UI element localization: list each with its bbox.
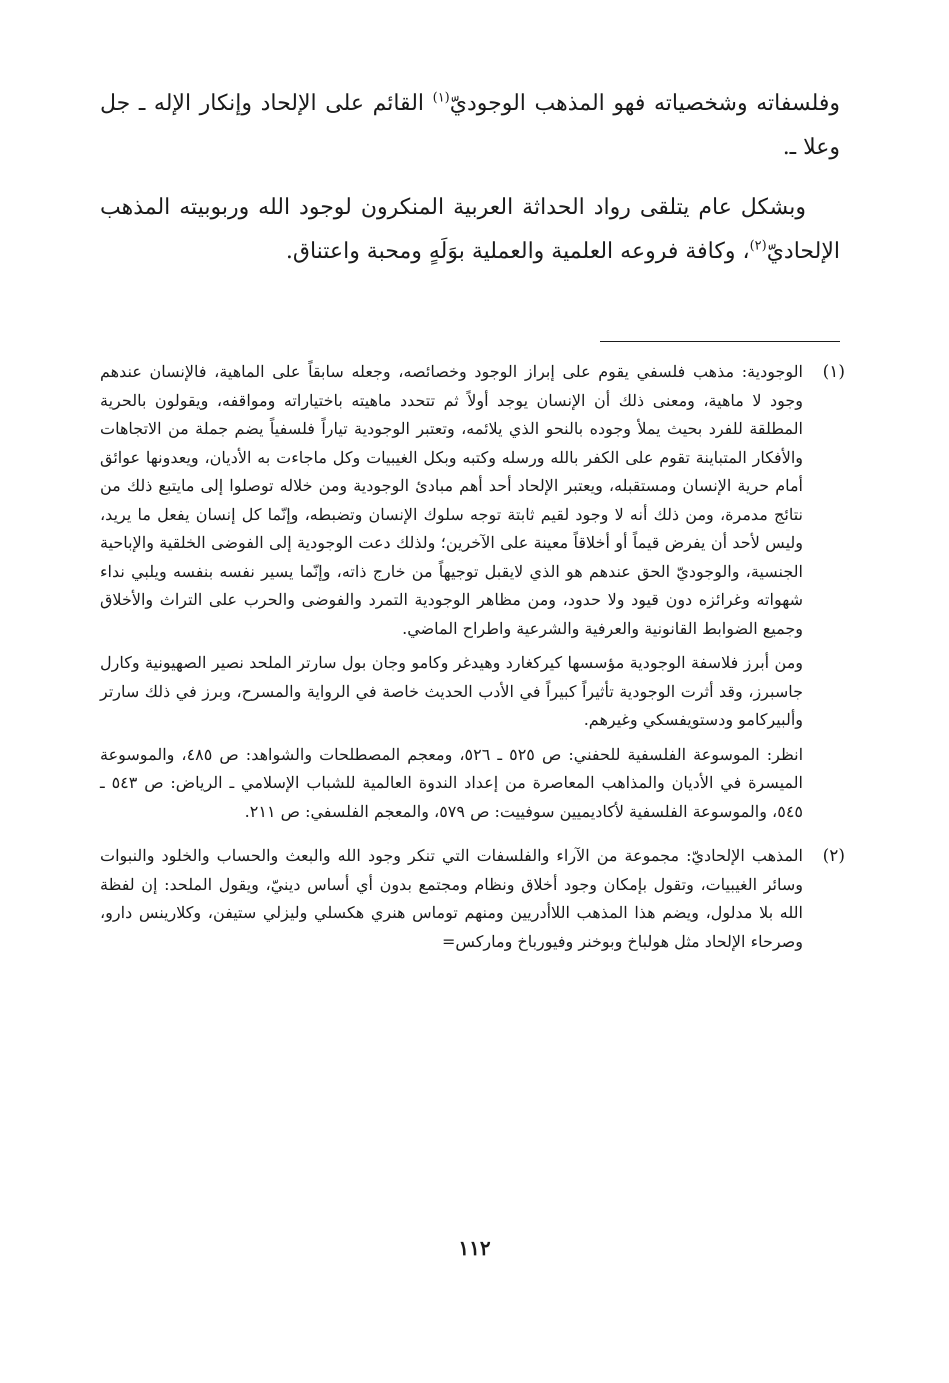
page-number: ١١٢ — [458, 1236, 491, 1260]
footnote-1 — [100, 358, 845, 832]
main-paragraph-2 — [100, 186, 840, 274]
main-text — [100, 82, 840, 290]
main-paragraph-1-text-continued: القائم على الإلحاد وإنكار الإله ـ جل وعلا ـ. — [100, 91, 840, 160]
footnote-1-paragraph-2: ومن أبرز فلاسفة الوجودية مؤسسها كيركغارد وهيدغر وكامو وجان بول سارتر الملحد نصير الصهيونية وكارل جاسبرز، وقد أثرت الوجودية تأثيراً كبيراً في الأدب الحديث خاصة في الرواية والمسرح، وبرز في ذلك سارتر وألبيركامو ودستويفسكي وغيرهم. — [100, 653, 803, 729]
footnote-1-references: انظر: الموسوعة الفلسفية للحفني: ص ٥٢٥ ـ ٥٢٦، ومعجم المصطلحات والشواهد: ص ٤٨٥، والموسوعة الميسرة في الأديان والمذاهب المعاصرة من إعداد الندوة العالمية للشباب الإسلامي ـ الرياض: ص ٥٤٣ ـ ٥٤٥، والموسوعة الفلسفية لأكاديميين سوفييت: ص ٥٧٩، والمعجم الفلسفي: ص ٢١١. — [100, 744, 804, 821]
footnote-2-body — [100, 842, 803, 962]
footnote-2 — [100, 842, 845, 962]
footnote-ref-1[interactable]: (١) — [432, 90, 450, 106]
main-paragraph-2-text: وبشكل عام يتلقى رواد الحداثة العربية المنكرون لوجود الله وربوبيته المذهب الإلحاديّ — [100, 195, 840, 264]
footnote-1-body — [100, 358, 803, 832]
footnote-divider — [600, 341, 840, 342]
main-paragraph-2-text-continued: ، وكافة فروعه العلمية والعملية بوَلَهٍ ومحبة واعتناق. — [285, 239, 750, 264]
footnote-1-number: (١) — [822, 362, 845, 382]
main-paragraph-1-text: وفلسفاته وشخصياته فهو المذهب الوجوديّ — [449, 91, 841, 116]
footnote-2-number: (٢) — [822, 846, 845, 866]
footnotes-section — [100, 358, 845, 972]
footnote-ref-2[interactable]: (٢) — [749, 238, 767, 254]
footnote-2-paragraph-1: المذهب الإلحاديّ: مجموعة من الآراء والفلسفات التي تنكر وجود الله والبعث والحساب والخلود والنبوات وسائر الغيبيات، وتقول بإمكان وجود أخلاق ونظام ومجتمع بدون أي أساس دينيّ، ويقول الملحد: إن لفظة الله بلا مدلول، ويضم هذا المذهب اللاأدريين ومنهم توماس هنري هكسلي وليزلي ستيفن، وكلارينس دارو، وصرحاء الإلحاد مثل هولباخ وبوخنر وفيورباخ وماركس= — [100, 846, 804, 951]
footnote-1-paragraph-1: الوجودية: مذهب فلسفي يقوم على إبراز الوجود وخصائصه، وجعله سابقاً على الماهية، فالإنسان عندهم وجود لا ماهية، ومعنى ذلك أن الإنسان يوجد أولاً ثم تتحدد ماهيته باختياراته ومواقفه، ويقولون بالحرية المطلقة للفرد بحيث يملأ وجوده بالنحو الذي يلائمه، وتعتبر الوجودية تياراً فلسفياً يضم جملة من الاتجاهات والأفكار المتباينة تقوم على الكفر بالله ورسله وكتبه وبكل الغيبيات وكل ماجاءت به الأديان، ويعدونها عوائق أمام حرية الإنسان ومستقبله، ويعتبر الإلحاد أحد أهم مبادئ الوجودية ومن خلاله توصلوا إلى مايتبع ذلك من نتائج مدمرة، ومن ذلك أنه لا وجود لقيم ثابتة توجه سلوك الإنسان وتضبطه، وإنّما كل إنسان يفعل ما يريد، وليس لأحد أن يفرض قيماً أو أخلاقاً معينة على الآخرين؛ ولذلك دعت الوجودية إلى الفوضى الخلقية والإباحية الجنسية، والوجوديّ الحق عندهم هو الذي لايقبل توجيهاً من خارج ذاته، وإنّما يسير نفسه بنفسه ويلبي نداء شهواته وغرائزه دون قيود ولا حدود، ومن مظاهر الوجودية التمرد والفوضى والحرب على التراث والأخلاق وجميع الضوابط القانونية والعرفية والشرعية واطراح الماضي. — [100, 362, 803, 638]
main-paragraph-1 — [100, 82, 840, 170]
